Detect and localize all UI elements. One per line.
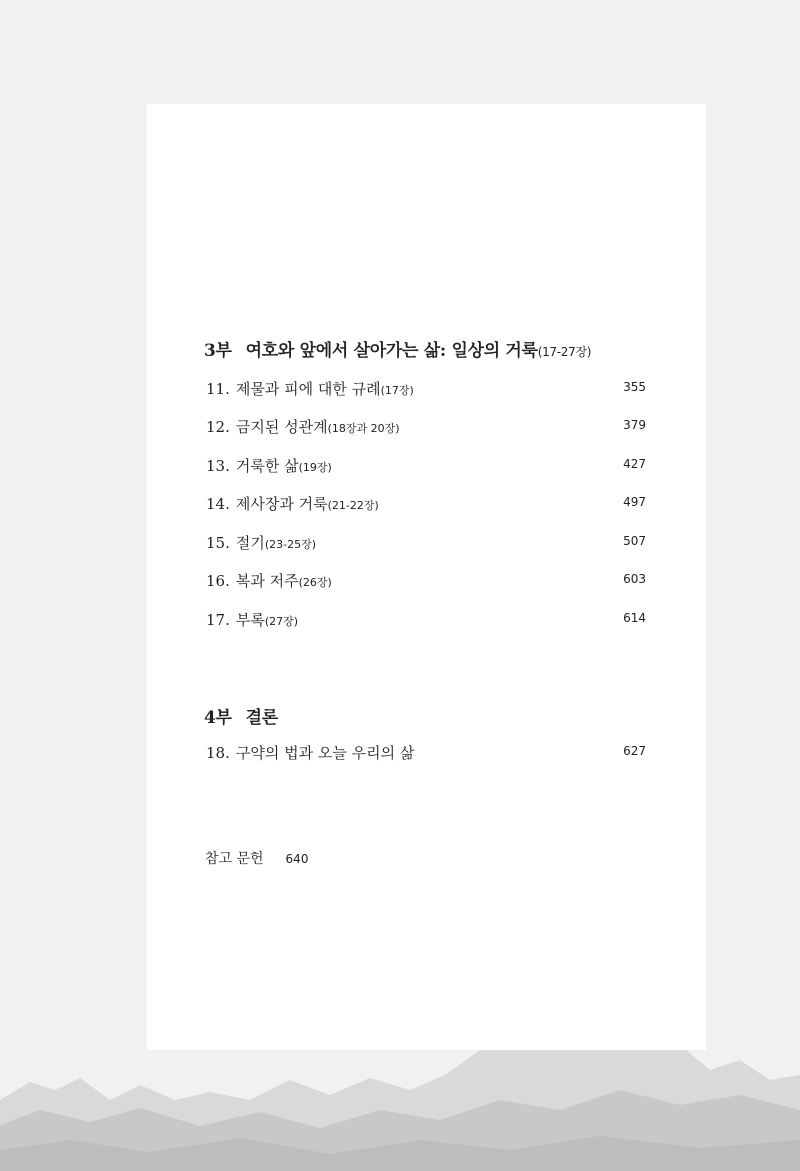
entry-chapters: (17장) (380, 384, 414, 397)
entry-number: 18. (206, 744, 230, 762)
entry-title: 제사장과 거룩 (235, 495, 328, 513)
part3-title: 여호와 앞에서 살아가는 삶: 일상의 거룩 (245, 341, 538, 361)
part3-heading (204, 336, 591, 361)
entry-number: 16. (206, 572, 230, 590)
entry-number: 15. (206, 534, 230, 552)
toc-entry-14[interactable] (206, 493, 646, 515)
toc-entry-13[interactable] (206, 455, 646, 477)
entry-chapters: (27장) (264, 615, 299, 628)
entry-number: 11. (206, 380, 230, 398)
entry-title: 금지된 성관계 (235, 418, 328, 436)
toc-entry-16[interactable] (206, 570, 646, 592)
entry-number: 17. (206, 611, 230, 629)
part4-label: 4부 (204, 708, 232, 728)
entry-number: 13. (206, 457, 230, 475)
toc-entry-17[interactable] (206, 609, 646, 631)
entry-title: 복과 저주 (235, 572, 299, 590)
entry-page-number: 627 (623, 744, 646, 758)
references-page-number: 640 (285, 852, 309, 866)
entry-title: 부록 (235, 611, 265, 629)
entry-title: 구약의 법과 오늘 우리의 삶 (235, 744, 415, 762)
toc-entry-12[interactable] (206, 416, 646, 438)
part3-label: 3부 (204, 341, 232, 361)
entry-chapters: (23-25장) (264, 538, 317, 551)
entry-page-number: 507 (623, 534, 646, 548)
references-label: 참고 문헌 (205, 851, 264, 867)
entry-page-number: 614 (623, 611, 646, 625)
entry-page-number: 497 (623, 495, 646, 509)
entry-page-number: 355 (623, 380, 646, 394)
toc-entry-15[interactable] (206, 532, 646, 554)
entry-page-number: 379 (623, 418, 646, 432)
toc-entry-18[interactable] (206, 742, 646, 764)
part4-title: 결론 (245, 708, 278, 728)
entry-title: 거룩한 삶 (235, 457, 299, 475)
toc-entry-11[interactable] (206, 378, 646, 400)
entry-page-number: 603 (623, 572, 646, 586)
part4-heading (204, 703, 278, 728)
entry-number: 12. (206, 418, 230, 436)
entry-chapters: (26장) (298, 576, 332, 589)
entry-chapters: (18장과 20장) (327, 422, 400, 435)
part3-range: (17-27장) (537, 345, 592, 359)
entry-number: 14. (206, 495, 230, 513)
entry-chapters: (19장) (298, 461, 332, 474)
entry-title: 절기 (235, 534, 265, 552)
references-entry[interactable] (205, 848, 308, 868)
entry-title: 제물과 피에 대한 규례 (235, 380, 381, 398)
toc-page (147, 104, 706, 1050)
entry-page-number: 427 (623, 457, 646, 471)
entry-chapters: (21-22장) (327, 499, 379, 512)
